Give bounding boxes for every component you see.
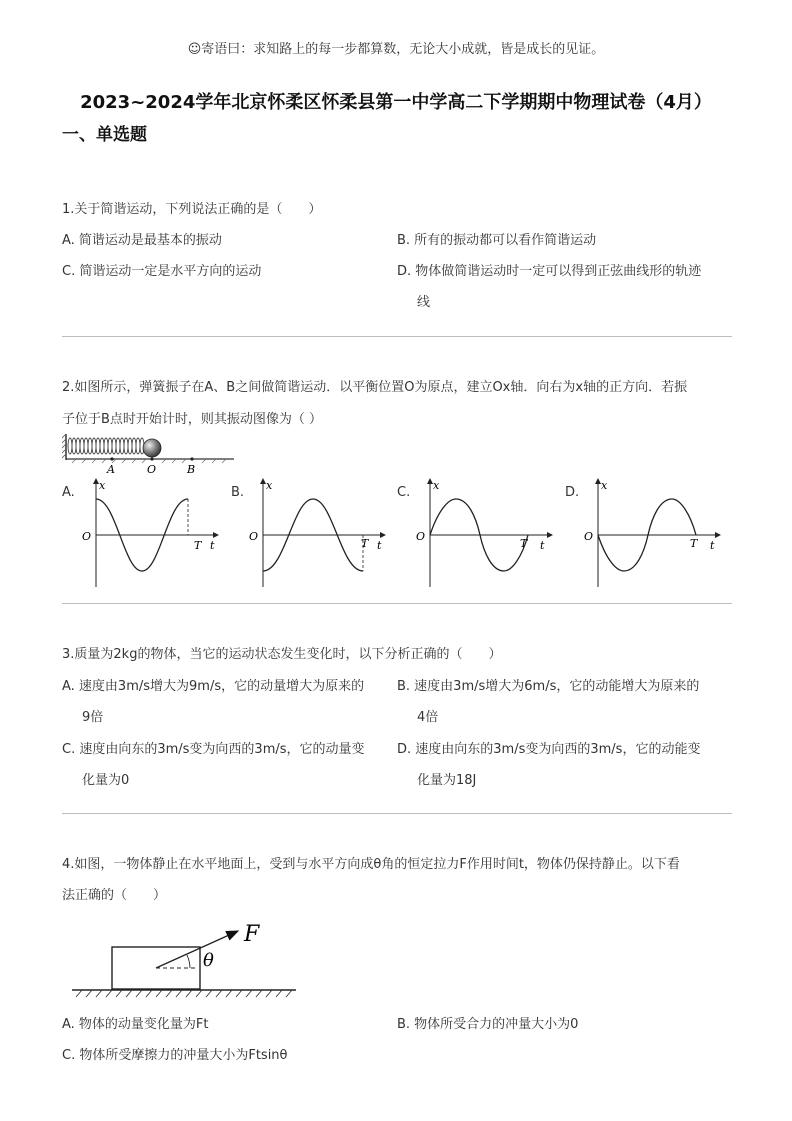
paper-title: 2023~2024学年北京怀柔区怀柔县第一中学高二下学期期中物理试卷（4月） [80,92,712,113]
q3-option-a[interactable] [62,671,364,733]
graph-b-T-label: T [361,537,369,550]
graph-c-T-label: T [520,537,528,550]
point-b-label: B [187,463,196,474]
question-4-stem-line1: 4.如图，一物体静止在水平地面上，受到与水平方向成θ角的恒定拉力F作用时间t，物体仍保持静止。以下看 [62,857,680,872]
graph-d-origin-label: O [584,530,594,543]
graph-a-x-label: x [99,479,106,492]
graph-b-origin-label: O [249,530,259,543]
graph-a-T-label: T [194,539,202,552]
graph-a [78,477,228,591]
graph-a-origin-label: O [82,530,92,543]
divider [62,813,732,814]
q3-option-a-line2: 9倍 [82,710,104,725]
block-force-figure [70,915,300,1003]
q3-option-b-line1: B. 速度由3m/s增大为6m/s，它的动能增大为原来的 [397,679,700,694]
q2-option-b[interactable]: B. [231,485,245,500]
q3-option-c-line2: 化量为0 [82,773,130,788]
q1-option-d-line1: D. 物体做简谐运动时一定可以得到正弦曲线形的轨迹 [397,264,702,279]
graph-c [412,477,562,591]
q3-option-a-line1: A. 速度由3m/s增大为9m/s，它的动量增大为原来的 [62,679,365,694]
q1-option-d[interactable] [397,256,701,318]
divider [62,603,732,604]
graph-d [580,477,730,591]
graph-c-t-label: t [540,539,545,552]
q3-option-c[interactable] [62,734,365,796]
point-a-label: A [107,463,115,474]
q2-option-d[interactable]: D. [565,485,580,500]
q4-option-b[interactable]: B. 物体所受合力的冲量大小为0 [397,1017,579,1032]
question-2-stem-line2: 子位于B点时开始计时，则其振动图像为（ ） [62,412,323,427]
q1-option-c[interactable]: C. 简谐运动一定是水平方向的运动 [62,264,262,279]
q4-option-a[interactable]: A. 物体的动量变化量为Ft [62,1017,209,1032]
q3-option-d[interactable] [397,734,700,796]
q2-option-a[interactable]: A. [62,485,75,500]
angle-theta-label: θ [203,950,214,971]
graph-b [245,477,395,591]
q1-option-d-line2: 线 [417,295,431,310]
section-heading: 一、单选题 [62,125,147,145]
question-4-stem-line2: 法正确的（ ） [62,888,167,903]
graph-d-t-label: t [710,539,715,552]
question-3-stem: 3.质量为2kg的物体，当它的运动状态发生变化时，以下分析正确的（ ） [62,647,502,662]
q1-option-a[interactable]: A. 简谐运动是最基本的振动 [62,233,222,248]
graph-b-t-label: t [377,539,382,552]
q1-option-b[interactable]: B. 所有的振动都可以看作简谐运动 [397,233,597,248]
q3-option-c-line1: C. 速度由向东的3m/s变为向西的3m/s，它的动量变 [62,742,365,757]
force-f-label: F [244,922,260,947]
graph-d-x-label: x [601,479,608,492]
graph-d-T-label: T [690,537,698,550]
q3-option-d-line1: D. 速度由向东的3m/s变为向西的3m/s，它的动能变 [397,742,701,757]
spring-oscillator-figure [62,432,242,474]
q3-option-b[interactable] [397,671,699,733]
question-1-stem: 1.关于简谐运动，下列说法正确的是（ ） [62,202,322,217]
graph-c-origin-label: O [416,530,426,543]
graph-c-x-label: x [433,479,440,492]
q3-option-d-line2: 化量为18J [417,773,477,788]
graph-b-x-label: x [266,479,273,492]
point-o-label: O [147,463,157,474]
q2-option-c[interactable]: C. [397,485,411,500]
q3-option-b-line2: 4倍 [417,710,439,725]
divider [62,336,732,337]
motto-text: ☺寄语曰：求知路上的每一步都算数，无论大小成就，皆是成长的见证。 [187,42,605,57]
graph-a-t-label: t [210,539,215,552]
q4-option-c[interactable]: C. 物体所受摩擦力的冲量大小为Ftsinθ [62,1048,288,1063]
question-2-stem-line1: 2.如图所示，弹簧振子在A、B之间做简谐运动．以平衡位置O为原点，建立Ox轴．向右为x轴的正方向．若振 [62,380,688,395]
